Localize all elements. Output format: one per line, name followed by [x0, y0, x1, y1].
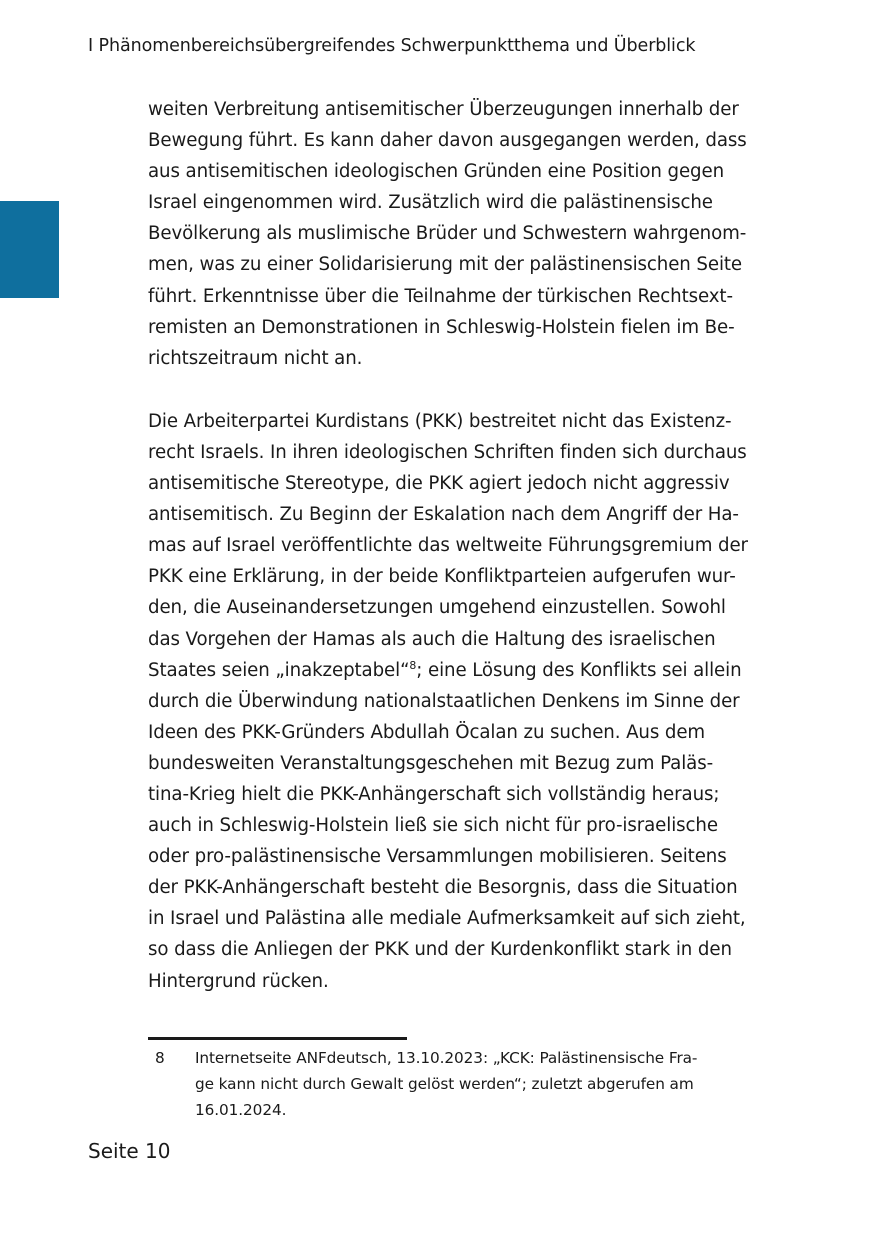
text-line: mas auf Israel veröffentlichte das weltweite Führungsgremium der: [148, 535, 748, 557]
text-line: aus antisemitischen ideologischen Gründen eine Position gegen: [148, 161, 724, 183]
footnote-number: 8: [155, 1049, 165, 1067]
text-line: in Israel und Palästina alle mediale Aufmerksamkeit auf sich zieht,: [148, 908, 746, 930]
text-line: den, die Auseinandersetzungen umgehend einzustellen. Sowohl: [148, 597, 726, 619]
paragraph-2: [148, 406, 780, 997]
text-line: Hintergrund rücken.: [148, 970, 329, 992]
footnote-reference[interactable]: 8: [409, 658, 417, 672]
text-line: auch in Schleswig-Holstein ließ sie sich nicht für pro-israelische: [148, 815, 718, 837]
text-line: men, was zu einer Solidarisierung mit der palästinensischen Seite: [148, 254, 743, 276]
chapter-tab-marker: [0, 201, 59, 298]
text-line: bundesweiten Veranstaltungsgeschehen mit Bezug zum Paläs-: [148, 752, 714, 774]
text-line: Ideen des PKK-Gründers Abdullah Öcalan zu suchen. Aus dem: [148, 721, 706, 743]
text-line: oder pro-palästinensische Versammlungen mobilisieren. Seitens: [148, 846, 727, 868]
footnote-line: Internetseite ANFdeutsch, 13.10.2023: „KCK: Palästinensische Fra-: [195, 1049, 698, 1067]
text-line: Israel eingenommen wird. Zusätzlich wird die palästinensische: [148, 192, 713, 214]
footnote-line: ge kann nicht durch Gewalt gelöst werden“; zuletzt abgerufen am: [195, 1075, 694, 1093]
text-line: antisemitische Stereotype, die PKK agiert jedoch nicht aggressiv: [148, 473, 730, 495]
text-line: PKK eine Erklärung, in der beide Konfliktparteien aufgerufen wur-: [148, 566, 736, 588]
text-line: tina-Krieg hielt die PKK-Anhängerschaft sich vollständig heraus;: [148, 783, 720, 805]
text-line: richtszeitraum nicht an.: [148, 347, 363, 369]
text-line: Bevölkerung als muslimische Brüder und Schwestern wahrgenom-: [148, 223, 747, 245]
text-line: der PKK-Anhängerschaft besteht die Besorgnis, dass die Situation: [148, 877, 738, 899]
text-line: Die Arbeiterpartei Kurdistans (PKK) bestreitet nicht das Existenz-: [148, 410, 732, 432]
text-line: durch die Überwindung nationalstaatlichen Denkens im Sinne der: [148, 690, 740, 712]
text-line: Bewegung führt. Es kann daher davon ausgegangen werden, dass: [148, 130, 747, 152]
text-line: so dass die Anliegen der PKK und der Kurdenkonflikt stark in den: [148, 939, 732, 961]
text-segment: Staates seien „inakzeptabel“: [148, 659, 410, 681]
footnote-text: [195, 1045, 697, 1123]
text-line: weiten Verbreitung antisemitischer Überzeugungen innerhalb der: [148, 99, 739, 120]
text-segment: ; eine Lösung des Konflikts sei allein: [416, 659, 742, 681]
text-line: recht Israels. In ihren ideologischen Schriften finden sich durchaus: [148, 441, 747, 463]
footnote-separator: [148, 1037, 407, 1040]
body-text: [148, 94, 780, 997]
footnote-line: 16.01.2024.: [195, 1101, 287, 1119]
text-line: antisemitisch. Zu Beginn der Eskalation nach dem Angriff der Ha-: [148, 504, 739, 526]
text-line-with-footnote: [148, 655, 780, 686]
page-number: Seite 10: [88, 1139, 171, 1163]
running-header: I Phänomenbereichsübergreifendes Schwerpunktthema und Überblick: [88, 36, 696, 56]
paragraph-1: [148, 94, 780, 374]
text-line: remisten an Demonstrationen in Schleswig-Holstein fielen im Be-: [148, 316, 735, 338]
text-line: das Vorgehen der Hamas als auch die Haltung des israelischen: [148, 628, 716, 650]
text-line: führt. Erkenntnisse über die Teilnahme der türkischen Rechtsext-: [148, 285, 733, 307]
paragraph-spacing: [148, 374, 780, 406]
